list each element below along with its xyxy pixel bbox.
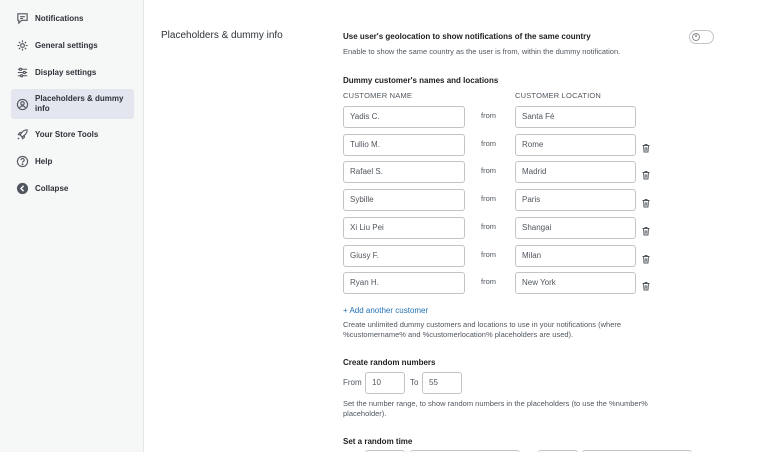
customer-name-input[interactable]: Xi Liu Pei xyxy=(343,217,465,239)
customer-name-input[interactable]: Giusy F. xyxy=(343,245,465,267)
sidebar-item-label: Your Store Tools xyxy=(35,129,99,139)
sidebar-item-general-settings[interactable] xyxy=(11,38,134,53)
from-label: from xyxy=(481,277,496,287)
random-to-label: To xyxy=(410,378,419,387)
geolocation-title: Use user's geolocation to show notifications of the same country xyxy=(343,32,591,41)
help-icon xyxy=(16,155,29,168)
customer-name-input[interactable]: Rafael S. xyxy=(343,161,465,183)
from-label: from xyxy=(481,221,496,231)
sidebar-item-label: Placeholders & dummy info xyxy=(35,94,124,113)
dummy-customers-title: Dummy customer's names and locations xyxy=(343,76,499,85)
dummy-help-line-2: %customername% and %customerlocation% placeholders are used). xyxy=(343,330,574,339)
sidebar-item-label: General settings xyxy=(35,40,98,50)
from-label: from xyxy=(481,166,496,176)
random-to-input[interactable]: 55 xyxy=(422,372,462,394)
customer-location-input[interactable]: Rome xyxy=(515,134,636,156)
dummy-help-line-1: Create unlimited dummy customers and locations to use in your notifications (where xyxy=(343,320,622,329)
sidebar-item-store-tools[interactable] xyxy=(11,127,134,142)
from-label: from xyxy=(481,111,496,120)
customer-location-input[interactable]: Shangai xyxy=(515,217,636,239)
sidebar-item-label: Collapse xyxy=(35,183,69,193)
customer-name-input[interactable]: Sybille xyxy=(343,189,465,211)
sidebar-item-placeholders[interactable] xyxy=(11,89,134,119)
user-circle-icon xyxy=(16,98,29,111)
toggle-knob: × xyxy=(692,33,700,41)
add-customer-link[interactable]: + Add another customer xyxy=(343,306,429,315)
collapse-icon xyxy=(16,182,29,195)
sidebar-item-label: Display settings xyxy=(35,67,97,77)
from-label: from xyxy=(481,138,496,148)
sidebar-item-label: Notifications xyxy=(35,13,84,23)
sidebar-item-help[interactable] xyxy=(11,154,134,169)
trash-icon[interactable] xyxy=(641,223,651,233)
trash-icon[interactable] xyxy=(641,251,651,261)
section-title: Placeholders & dummy info xyxy=(161,30,283,41)
customer-name-header: CUSTOMER NAME xyxy=(343,91,413,100)
chat-icon xyxy=(16,12,29,25)
sidebar-item-display-settings[interactable] xyxy=(11,65,134,80)
random-from-label: From xyxy=(343,378,362,387)
sidebar-item-collapse[interactable] xyxy=(11,181,134,196)
sidebar-item-notifications[interactable] xyxy=(11,11,134,26)
trash-icon[interactable] xyxy=(641,195,651,205)
sidebar-item-label: Help xyxy=(35,156,53,166)
geolocation-toggle[interactable] xyxy=(689,30,714,44)
rocket-icon xyxy=(16,128,29,141)
sliders-icon xyxy=(16,66,29,79)
trash-icon[interactable] xyxy=(641,140,651,150)
customer-name-input[interactable]: Tullio M. xyxy=(343,134,465,156)
customer-location-input[interactable]: Paris xyxy=(515,189,636,211)
gear-icon xyxy=(16,39,29,52)
customer-location-input[interactable]: Santa Fé xyxy=(515,106,636,128)
trash-icon[interactable] xyxy=(641,167,651,177)
from-label: from xyxy=(481,194,496,204)
customer-location-input[interactable]: Madrid xyxy=(515,161,636,183)
random-numbers-help-line-1: Set the number range, to show random numbers in the placeholders (to use the %number% xyxy=(343,399,648,408)
customer-location-input[interactable]: Milan xyxy=(515,245,636,267)
random-numbers-help-line-2: placeholder). xyxy=(343,409,387,418)
geolocation-help: Enable to show the same country as the user is from, within the dummy notification. xyxy=(343,47,621,56)
random-time-title: Set a random time xyxy=(343,437,413,446)
customer-location-header: CUSTOMER LOCATION xyxy=(515,91,602,100)
sidebar xyxy=(0,0,144,452)
random-from-input[interactable]: 10 xyxy=(365,372,405,394)
customer-location-input[interactable]: New York xyxy=(515,272,636,294)
from-label: from xyxy=(481,249,496,259)
customer-name-input[interactable]: Yadis C. xyxy=(343,106,465,128)
customer-name-input[interactable]: Ryan H. xyxy=(343,272,465,294)
trash-icon[interactable] xyxy=(641,278,651,288)
random-numbers-title: Create random numbers xyxy=(343,358,436,367)
